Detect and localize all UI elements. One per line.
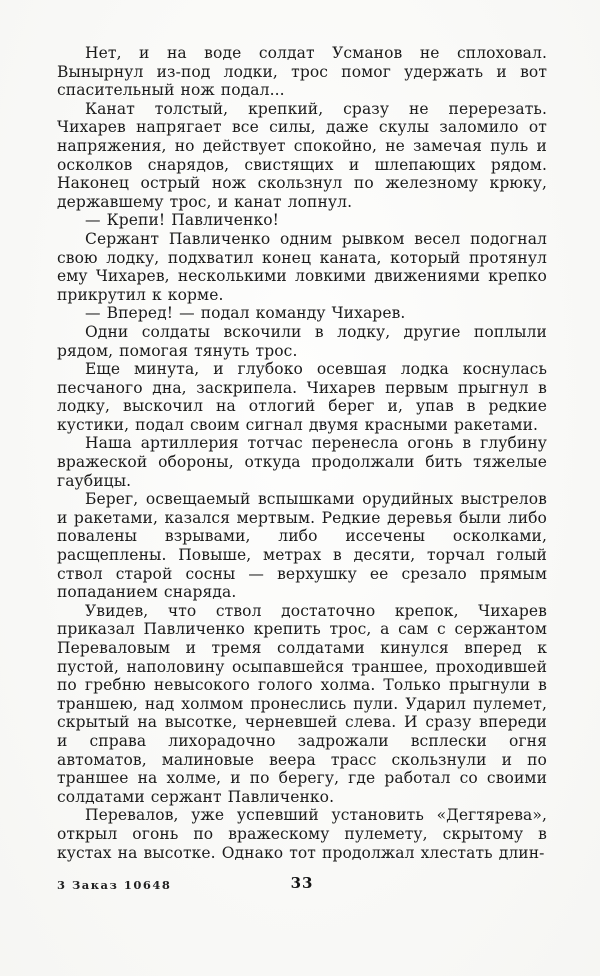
page-footer — [57, 874, 547, 894]
paragraph-5-dialogue: — Вперед! — подал команду Чихарев. — [85, 304, 406, 323]
paragraph-2: Канат толстый, крепкий, сразу не перерезать. Чихарев напрягает все силы, даже скулы заломило от напряжения, но действует спокойно, не замечая пуль и осколков снарядов, свистящих и шлепающих рядом. Наконец острый нож скользнул по железному крюку, державшему трос, и канат лопнул. — [57, 99, 547, 211]
page-text — [57, 44, 547, 862]
paragraph-1: Нет, и на воде солдат Усманов не сплоховал. Вынырнул из-под лодки, трос помог удержать и вот спасительный нож подал... — [57, 44, 547, 100]
paragraph-7: Еще минута, и глубоко осевшая лодка коснулась песчаного дна, заскрипела. Чихарев первым прыгнул в лодку, выскочил на отлогий берег и, упав в редкие кустики, подал своим сигнал двумя красными ракетами. — [57, 360, 547, 434]
print-signature-mark: 3 Заказ 10648 — [57, 878, 172, 892]
paragraph-10: Увидев, что ствол достаточно крепок, Чихарев приказал Павличенко крепить трос, а сам с сержантом Переваловым и тремя солдатами кинулся вперед к пустой, наполовину осыпавшейся траншее, проходившей по гребню невысокого голого холма. Только прыгнули в траншею, над холмом пронеслись пули. Ударил пулемет, скрытый на высотке, черневшей слева. И сразу впереди и справа лихорадочно задрожали всплески огня автоматов, малиновые веера трасс скользнули и по траншее на холме, и по берегу, где работал со своими солдатами сержант Павличенко. — [57, 601, 547, 806]
paragraph-6: Одни солдаты вскочили в лодку, другие поплыли рядом, помогая тянуть трос. — [57, 322, 547, 360]
paragraph-4: Сержант Павличенко одним рывком весел подогнал свою лодку, подхватил конец каната, который протянул ему Чихарев, несколькими ловкими движениями крепко прикрутил к корме. — [57, 229, 547, 304]
paragraph-3-dialogue: — Крепи! Павличенко! — [85, 211, 279, 230]
paragraph-9: Берег, освещаемый вспышками орудийных выстрелов и ракетами, казался мертвым. Редкие деревья были либо повалены взрывами, либо иссечены осколками, расщеплены. Повыше, метрах в десяти, торчал голый ствол старой сосны — верхушку ее срезало прямым попаданием снаряда. — [57, 490, 547, 602]
paragraph-8: Наша артиллерия тотчас перенесла огонь в глубину вражеской обороны, откуда продолжали бить тяжелые гаубицы. — [57, 434, 547, 490]
paragraph-11: Перевалов, уже успевший установить «Дегтярева», открыл огонь по вражескому пулемету, скрытому в кустах на высотке. Однако тот продолжал хлестать длин- — [57, 806, 547, 862]
page-number: 33 — [290, 874, 314, 892]
